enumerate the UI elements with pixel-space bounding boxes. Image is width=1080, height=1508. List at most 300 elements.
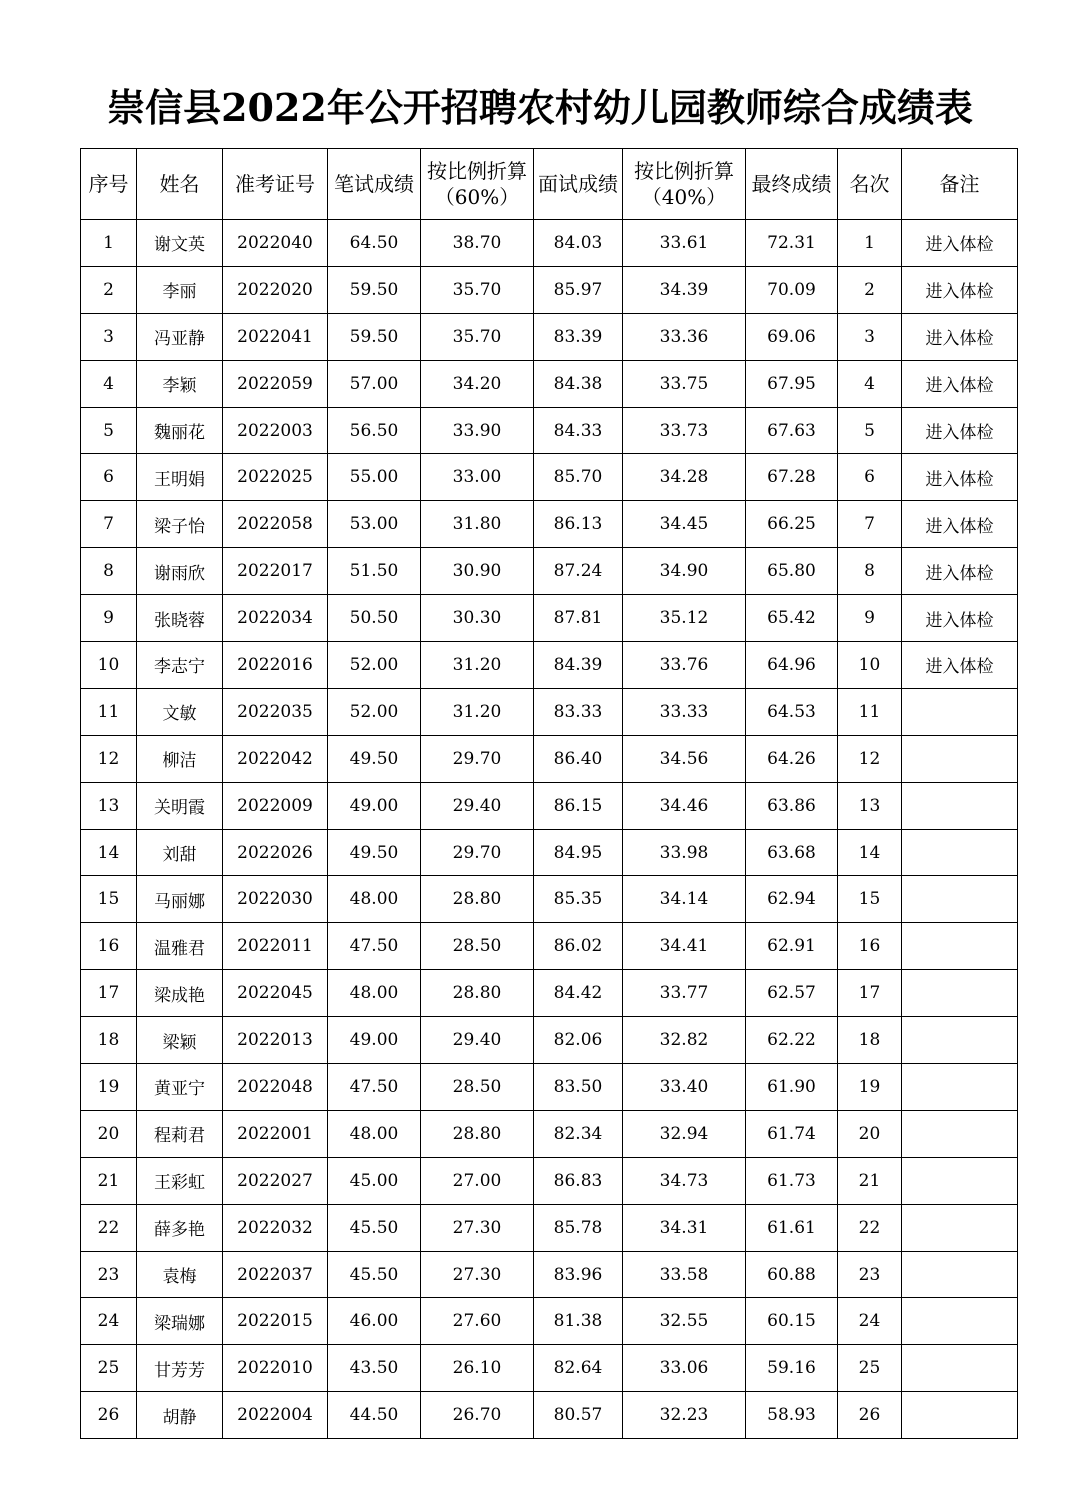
name-cell: 梁子怡 (137, 501, 223, 548)
header-interview-score: 面试成绩 (534, 149, 623, 220)
written-weighted-cell: 30.90 (421, 548, 534, 595)
table-row (81, 501, 1018, 548)
final-score-cell: 61.61 (746, 1204, 838, 1251)
index-cell: 17 (81, 970, 137, 1017)
rank-cell: 6 (838, 454, 902, 501)
written-weighted-cell: 27.60 (421, 1298, 534, 1345)
final-score-cell: 62.22 (746, 1017, 838, 1064)
table-row (81, 1345, 1018, 1392)
index-cell: 9 (81, 595, 137, 642)
written-score-cell: 56.50 (328, 407, 421, 454)
table-row (81, 782, 1018, 829)
remark-cell (902, 1204, 1018, 1251)
exam-id-cell: 2022003 (223, 407, 328, 454)
table-row (81, 735, 1018, 782)
final-score-cell: 72.31 (746, 220, 838, 267)
rank-cell: 17 (838, 970, 902, 1017)
written-weighted-cell: 29.70 (421, 735, 534, 782)
name-cell: 甘芳芳 (137, 1345, 223, 1392)
rank-cell: 12 (838, 735, 902, 782)
rank-cell: 23 (838, 1251, 902, 1298)
written-weighted-cell: 28.80 (421, 876, 534, 923)
remark-cell (902, 782, 1018, 829)
exam-id-cell: 2022032 (223, 1204, 328, 1251)
written-weighted-cell: 27.00 (421, 1157, 534, 1204)
name-cell: 冯亚静 (137, 313, 223, 360)
rank-cell: 8 (838, 548, 902, 595)
final-score-cell: 63.68 (746, 829, 838, 876)
rank-cell: 5 (838, 407, 902, 454)
written-weighted-cell: 35.70 (421, 313, 534, 360)
table-row (81, 876, 1018, 923)
exam-id-cell: 2022041 (223, 313, 328, 360)
final-score-cell: 70.09 (746, 266, 838, 313)
final-score-cell: 65.80 (746, 548, 838, 595)
written-score-cell: 48.00 (328, 970, 421, 1017)
exam-id-cell: 2022009 (223, 782, 328, 829)
name-cell: 张晓蓉 (137, 595, 223, 642)
name-cell: 李颖 (137, 360, 223, 407)
written-score-cell: 47.50 (328, 923, 421, 970)
index-cell: 18 (81, 1017, 137, 1064)
final-score-cell: 67.95 (746, 360, 838, 407)
interview-score-cell: 83.96 (534, 1251, 623, 1298)
exam-id-cell: 2022013 (223, 1017, 328, 1064)
name-cell: 马丽娜 (137, 876, 223, 923)
exam-id-cell: 2022042 (223, 735, 328, 782)
name-cell: 黄亚宁 (137, 1064, 223, 1111)
interview-score-cell: 87.24 (534, 548, 623, 595)
written-weighted-cell: 26.10 (421, 1345, 534, 1392)
remark-cell (902, 876, 1018, 923)
header-name: 姓名 (137, 149, 223, 220)
remark-cell: 进入体检 (902, 501, 1018, 548)
index-cell: 10 (81, 642, 137, 689)
index-cell: 5 (81, 407, 137, 454)
interview-score-cell: 86.15 (534, 782, 623, 829)
exam-id-cell: 2022020 (223, 266, 328, 313)
exam-id-cell: 2022016 (223, 642, 328, 689)
name-cell: 薛多艳 (137, 1204, 223, 1251)
exam-id-cell: 2022059 (223, 360, 328, 407)
interview-score-cell: 82.34 (534, 1110, 623, 1157)
written-score-cell: 48.00 (328, 876, 421, 923)
written-weighted-cell: 29.40 (421, 1017, 534, 1064)
header-exam-id: 准考证号 (223, 149, 328, 220)
header-remark: 备注 (902, 149, 1018, 220)
index-cell: 13 (81, 782, 137, 829)
rank-cell: 26 (838, 1392, 902, 1439)
rank-cell: 9 (838, 595, 902, 642)
interview-score-cell: 85.97 (534, 266, 623, 313)
interview-score-cell: 84.38 (534, 360, 623, 407)
table-body (81, 220, 1018, 1439)
final-score-cell: 61.90 (746, 1064, 838, 1111)
interview-score-cell: 85.70 (534, 454, 623, 501)
interview-weighted-cell: 34.14 (623, 876, 746, 923)
interview-score-cell: 86.02 (534, 923, 623, 970)
index-cell: 3 (81, 313, 137, 360)
written-weighted-cell: 38.70 (421, 220, 534, 267)
written-weighted-cell: 35.70 (421, 266, 534, 313)
exam-id-cell: 2022037 (223, 1251, 328, 1298)
rank-cell: 20 (838, 1110, 902, 1157)
rank-cell: 4 (838, 360, 902, 407)
table-row (81, 313, 1018, 360)
remark-cell (902, 1345, 1018, 1392)
written-weighted-cell: 33.00 (421, 454, 534, 501)
score-table (80, 148, 1018, 1439)
written-score-cell: 47.50 (328, 1064, 421, 1111)
table-row (81, 1064, 1018, 1111)
table-row (81, 970, 1018, 1017)
table-row (81, 1110, 1018, 1157)
written-score-cell: 49.00 (328, 1017, 421, 1064)
table-row (81, 454, 1018, 501)
final-score-cell: 60.15 (746, 1298, 838, 1345)
table-row (81, 1204, 1018, 1251)
remark-cell (902, 829, 1018, 876)
written-score-cell: 55.00 (328, 454, 421, 501)
final-score-cell: 58.93 (746, 1392, 838, 1439)
rank-cell: 7 (838, 501, 902, 548)
written-score-cell: 64.50 (328, 220, 421, 267)
written-score-cell: 59.50 (328, 266, 421, 313)
name-cell: 梁颖 (137, 1017, 223, 1064)
written-score-cell: 43.50 (328, 1345, 421, 1392)
written-score-cell: 57.00 (328, 360, 421, 407)
exam-id-cell: 2022048 (223, 1064, 328, 1111)
index-cell: 8 (81, 548, 137, 595)
rank-cell: 19 (838, 1064, 902, 1111)
remark-cell: 进入体检 (902, 642, 1018, 689)
remark-cell (902, 1157, 1018, 1204)
rank-cell: 15 (838, 876, 902, 923)
remark-cell: 进入体检 (902, 266, 1018, 313)
written-score-cell: 50.50 (328, 595, 421, 642)
remark-cell (902, 735, 1018, 782)
table-row (81, 548, 1018, 595)
table-row (81, 1157, 1018, 1204)
table-row (81, 829, 1018, 876)
name-cell: 袁梅 (137, 1251, 223, 1298)
table-row (81, 1017, 1018, 1064)
exam-id-cell: 2022058 (223, 501, 328, 548)
remark-cell (902, 1110, 1018, 1157)
written-weighted-cell: 30.30 (421, 595, 534, 642)
table-row (81, 1298, 1018, 1345)
interview-weighted-cell: 33.73 (623, 407, 746, 454)
interview-score-cell: 80.57 (534, 1392, 623, 1439)
final-score-cell: 64.26 (746, 735, 838, 782)
name-cell: 李丽 (137, 266, 223, 313)
written-weighted-cell: 31.20 (421, 642, 534, 689)
final-score-cell: 60.88 (746, 1251, 838, 1298)
index-cell: 6 (81, 454, 137, 501)
written-weighted-cell: 29.70 (421, 829, 534, 876)
remark-cell: 进入体检 (902, 407, 1018, 454)
name-cell: 李志宁 (137, 642, 223, 689)
final-score-cell: 62.94 (746, 876, 838, 923)
interview-weighted-cell: 34.90 (623, 548, 746, 595)
exam-id-cell: 2022027 (223, 1157, 328, 1204)
rank-cell: 10 (838, 642, 902, 689)
remark-cell: 进入体检 (902, 454, 1018, 501)
rank-cell: 11 (838, 688, 902, 735)
name-cell: 胡静 (137, 1392, 223, 1439)
rank-cell: 1 (838, 220, 902, 267)
written-score-cell: 49.00 (328, 782, 421, 829)
interview-weighted-cell: 33.40 (623, 1064, 746, 1111)
exam-id-cell: 2022026 (223, 829, 328, 876)
header-index: 序号 (81, 149, 137, 220)
interview-score-cell: 84.33 (534, 407, 623, 454)
index-cell: 12 (81, 735, 137, 782)
written-weighted-cell: 28.80 (421, 1110, 534, 1157)
final-score-cell: 67.28 (746, 454, 838, 501)
remark-cell: 进入体检 (902, 313, 1018, 360)
written-score-cell: 45.50 (328, 1251, 421, 1298)
index-cell: 20 (81, 1110, 137, 1157)
index-cell: 22 (81, 1204, 137, 1251)
final-score-cell: 67.63 (746, 407, 838, 454)
rank-cell: 25 (838, 1345, 902, 1392)
written-weighted-cell: 31.80 (421, 501, 534, 548)
exam-id-cell: 2022034 (223, 595, 328, 642)
final-score-cell: 64.96 (746, 642, 838, 689)
remark-cell: 进入体检 (902, 360, 1018, 407)
name-cell: 王彩虹 (137, 1157, 223, 1204)
remark-cell (902, 1017, 1018, 1064)
name-cell: 柳洁 (137, 735, 223, 782)
exam-id-cell: 2022010 (223, 1345, 328, 1392)
final-score-cell: 59.16 (746, 1345, 838, 1392)
written-score-cell: 53.00 (328, 501, 421, 548)
interview-weighted-cell: 34.56 (623, 735, 746, 782)
index-cell: 26 (81, 1392, 137, 1439)
header-interview-weighted: 按比例折算（40%） (623, 149, 746, 220)
written-weighted-cell: 28.50 (421, 1064, 534, 1111)
rank-cell: 14 (838, 829, 902, 876)
name-cell: 温雅君 (137, 923, 223, 970)
rank-cell: 3 (838, 313, 902, 360)
remark-cell (902, 970, 1018, 1017)
exam-id-cell: 2022004 (223, 1392, 328, 1439)
exam-id-cell: 2022001 (223, 1110, 328, 1157)
interview-score-cell: 87.81 (534, 595, 623, 642)
interview-weighted-cell: 33.75 (623, 360, 746, 407)
written-weighted-cell: 33.90 (421, 407, 534, 454)
interview-weighted-cell: 33.61 (623, 220, 746, 267)
index-cell: 21 (81, 1157, 137, 1204)
remark-cell (902, 1064, 1018, 1111)
written-weighted-cell: 34.20 (421, 360, 534, 407)
interview-weighted-cell: 32.82 (623, 1017, 746, 1064)
index-cell: 24 (81, 1298, 137, 1345)
interview-weighted-cell: 33.36 (623, 313, 746, 360)
table-row (81, 407, 1018, 454)
interview-score-cell: 82.64 (534, 1345, 623, 1392)
page-title: 崇信县2022年公开招聘农村幼儿园教师综合成绩表 (107, 85, 973, 130)
interview-score-cell: 84.39 (534, 642, 623, 689)
index-cell: 4 (81, 360, 137, 407)
index-cell: 7 (81, 501, 137, 548)
interview-weighted-cell: 32.23 (623, 1392, 746, 1439)
index-cell: 14 (81, 829, 137, 876)
header-final-score: 最终成绩 (746, 149, 838, 220)
interview-weighted-cell: 33.77 (623, 970, 746, 1017)
interview-score-cell: 83.39 (534, 313, 623, 360)
name-cell: 程莉君 (137, 1110, 223, 1157)
final-score-cell: 69.06 (746, 313, 838, 360)
interview-score-cell: 84.95 (534, 829, 623, 876)
written-weighted-cell: 26.70 (421, 1392, 534, 1439)
written-weighted-cell: 27.30 (421, 1251, 534, 1298)
final-score-cell: 62.57 (746, 970, 838, 1017)
name-cell: 谢雨欣 (137, 548, 223, 595)
rank-cell: 2 (838, 266, 902, 313)
index-cell: 19 (81, 1064, 137, 1111)
interview-weighted-cell: 33.33 (623, 688, 746, 735)
final-score-cell: 65.42 (746, 595, 838, 642)
written-score-cell: 52.00 (328, 642, 421, 689)
interview-weighted-cell: 34.46 (623, 782, 746, 829)
interview-score-cell: 83.33 (534, 688, 623, 735)
name-cell: 关明霞 (137, 782, 223, 829)
table-row (81, 1392, 1018, 1439)
name-cell: 刘甜 (137, 829, 223, 876)
written-score-cell: 49.50 (328, 829, 421, 876)
interview-score-cell: 84.42 (534, 970, 623, 1017)
interview-score-cell: 85.35 (534, 876, 623, 923)
exam-id-cell: 2022017 (223, 548, 328, 595)
exam-id-cell: 2022035 (223, 688, 328, 735)
interview-weighted-cell: 32.94 (623, 1110, 746, 1157)
remark-cell (902, 1251, 1018, 1298)
remark-cell: 进入体检 (902, 220, 1018, 267)
name-cell: 魏丽花 (137, 407, 223, 454)
interview-weighted-cell: 35.12 (623, 595, 746, 642)
remark-cell (902, 1392, 1018, 1439)
table-row (81, 266, 1018, 313)
written-score-cell: 51.50 (328, 548, 421, 595)
table-row (81, 923, 1018, 970)
written-weighted-cell: 31.20 (421, 688, 534, 735)
remark-cell (902, 1298, 1018, 1345)
rank-cell: 18 (838, 1017, 902, 1064)
interview-weighted-cell: 34.39 (623, 266, 746, 313)
index-cell: 25 (81, 1345, 137, 1392)
written-score-cell: 52.00 (328, 688, 421, 735)
interview-score-cell: 83.50 (534, 1064, 623, 1111)
interview-score-cell: 85.78 (534, 1204, 623, 1251)
index-cell: 23 (81, 1251, 137, 1298)
index-cell: 1 (81, 220, 137, 267)
table-row (81, 220, 1018, 267)
rank-cell: 16 (838, 923, 902, 970)
header-written-weighted: 按比例折算（60%） (421, 149, 534, 220)
rank-cell: 13 (838, 782, 902, 829)
interview-weighted-cell: 34.45 (623, 501, 746, 548)
table-row (81, 642, 1018, 689)
interview-score-cell: 84.03 (534, 220, 623, 267)
index-cell: 11 (81, 688, 137, 735)
interview-weighted-cell: 33.98 (623, 829, 746, 876)
exam-id-cell: 2022015 (223, 1298, 328, 1345)
rank-cell: 22 (838, 1204, 902, 1251)
exam-id-cell: 2022040 (223, 220, 328, 267)
table-row (81, 360, 1018, 407)
exam-id-cell: 2022030 (223, 876, 328, 923)
name-cell: 梁瑞娜 (137, 1298, 223, 1345)
written-score-cell: 49.50 (328, 735, 421, 782)
interview-score-cell: 82.06 (534, 1017, 623, 1064)
written-weighted-cell: 27.30 (421, 1204, 534, 1251)
interview-weighted-cell: 33.58 (623, 1251, 746, 1298)
written-weighted-cell: 28.50 (421, 923, 534, 970)
remark-cell (902, 923, 1018, 970)
remark-cell (902, 688, 1018, 735)
written-weighted-cell: 28.80 (421, 970, 534, 1017)
interview-score-cell: 86.83 (534, 1157, 623, 1204)
exam-id-cell: 2022025 (223, 454, 328, 501)
name-cell: 文敏 (137, 688, 223, 735)
final-score-cell: 64.53 (746, 688, 838, 735)
remark-cell: 进入体检 (902, 548, 1018, 595)
written-weighted-cell: 29.40 (421, 782, 534, 829)
interview-weighted-cell: 33.76 (623, 642, 746, 689)
name-cell: 谢文英 (137, 220, 223, 267)
final-score-cell: 61.73 (746, 1157, 838, 1204)
interview-weighted-cell: 34.28 (623, 454, 746, 501)
interview-weighted-cell: 33.06 (623, 1345, 746, 1392)
final-score-cell: 61.74 (746, 1110, 838, 1157)
final-score-cell: 66.25 (746, 501, 838, 548)
written-score-cell: 45.00 (328, 1157, 421, 1204)
interview-weighted-cell: 34.41 (623, 923, 746, 970)
header-written-score: 笔试成绩 (328, 149, 421, 220)
index-cell: 2 (81, 266, 137, 313)
rank-cell: 24 (838, 1298, 902, 1345)
table-row (81, 595, 1018, 642)
table-row (81, 1251, 1018, 1298)
interview-score-cell: 86.40 (534, 735, 623, 782)
name-cell: 王明娟 (137, 454, 223, 501)
exam-id-cell: 2022011 (223, 923, 328, 970)
remark-cell: 进入体检 (902, 595, 1018, 642)
written-score-cell: 45.50 (328, 1204, 421, 1251)
written-score-cell: 59.50 (328, 313, 421, 360)
exam-id-cell: 2022045 (223, 970, 328, 1017)
name-cell: 梁成艳 (137, 970, 223, 1017)
final-score-cell: 62.91 (746, 923, 838, 970)
table-row (81, 688, 1018, 735)
interview-score-cell: 86.13 (534, 501, 623, 548)
interview-weighted-cell: 34.73 (623, 1157, 746, 1204)
table-header-row (81, 149, 1018, 220)
written-score-cell: 46.00 (328, 1298, 421, 1345)
index-cell: 15 (81, 876, 137, 923)
rank-cell: 21 (838, 1157, 902, 1204)
interview-weighted-cell: 34.31 (623, 1204, 746, 1251)
written-score-cell: 48.00 (328, 1110, 421, 1157)
interview-weighted-cell: 32.55 (623, 1298, 746, 1345)
index-cell: 16 (81, 923, 137, 970)
final-score-cell: 63.86 (746, 782, 838, 829)
header-rank: 名次 (838, 149, 902, 220)
written-score-cell: 44.50 (328, 1392, 421, 1439)
interview-score-cell: 81.38 (534, 1298, 623, 1345)
